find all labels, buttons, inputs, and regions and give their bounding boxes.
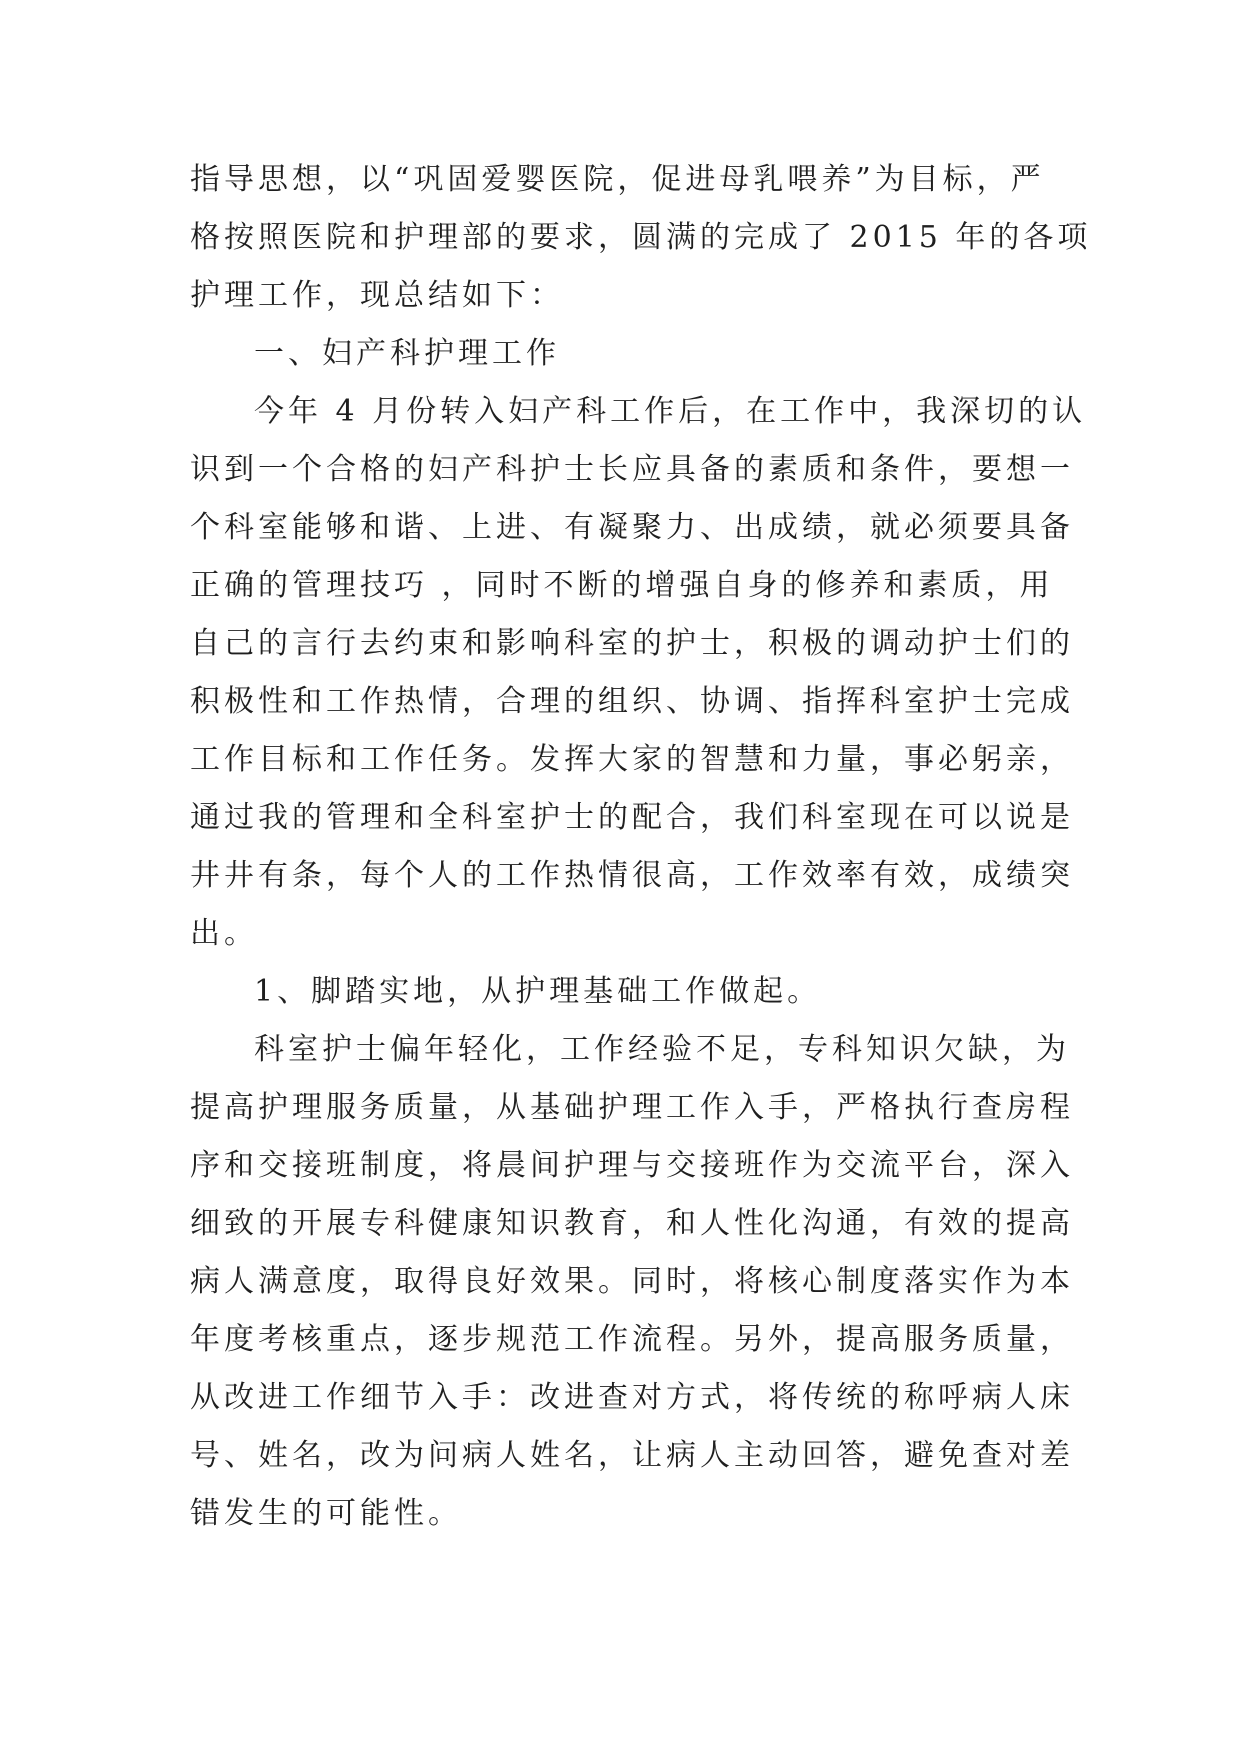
subsection-heading: 1、脚踏实地，从护理基础工作做起。 [254,974,822,1009]
text-line: 正确的管理技巧 ，同时不断的增强自身的修养和素质，用 [190,568,1054,603]
text-line: 从改进工作细节入手：改进查对方式，将传统的称呼病人床 [190,1380,1074,1415]
text-line: 积极性和工作热情，合理的组织、协调、指挥科室护士完成 [190,684,1074,719]
text-line: 井井有条，每个人的工作热情很高，工作效率有效，成绩突 [190,858,1074,893]
text-line: 护理工作，现总结如下： [190,278,564,313]
text-line: 错发生的可能性。 [190,1496,462,1531]
text-line: 自己的言行去约束和影响科室的护士，积极的调动护士们的 [190,626,1074,661]
text-line: 科室护士偏年轻化，工作经验不足，专科知识欠缺，为 [254,1032,1070,1067]
text-line: 识到一个合格的妇产科护士长应具备的素质和条件，要想一 [190,452,1074,487]
text-line: 出。 [190,916,258,951]
text-line: 号、姓名，改为问病人姓名，让病人主动回答，避免查对差 [190,1438,1074,1473]
text-line: 指导思想，以“巩固爱婴医院，促进母乳喂养”为目标，严 [190,162,1045,197]
text-line: 格按照医院和护理部的要求，圆满的完成了 2015 年的各项 [190,220,1092,255]
text-line: 工作目标和工作任务。发挥大家的智慧和力量，事必躬亲， [190,742,1074,777]
text-line: 个科室能够和谐、上进、有凝聚力、出成绩，就必须要具备 [190,510,1074,545]
text-line: 提高护理服务质量，从基础护理工作入手，严格执行查房程 [190,1090,1074,1125]
text-line: 今年 4 月份转入妇产科工作后，在工作中，我深切的认 [254,394,1087,429]
text-line: 序和交接班制度，将晨间护理与交接班作为交流平台，深入 [190,1148,1074,1183]
section-heading: 一、妇产科护理工作 [254,336,560,371]
text-line: 细致的开展专科健康知识教育，和人性化沟通，有效的提高 [190,1206,1074,1241]
text-line: 通过我的管理和全科室护士的配合，我们科室现在可以说是 [190,800,1074,835]
text-line: 病人满意度，取得良好效果。同时，将核心制度落实作为本 [190,1264,1074,1299]
text-line: 年度考核重点，逐步规范工作流程。另外，提高服务质量， [190,1322,1074,1357]
